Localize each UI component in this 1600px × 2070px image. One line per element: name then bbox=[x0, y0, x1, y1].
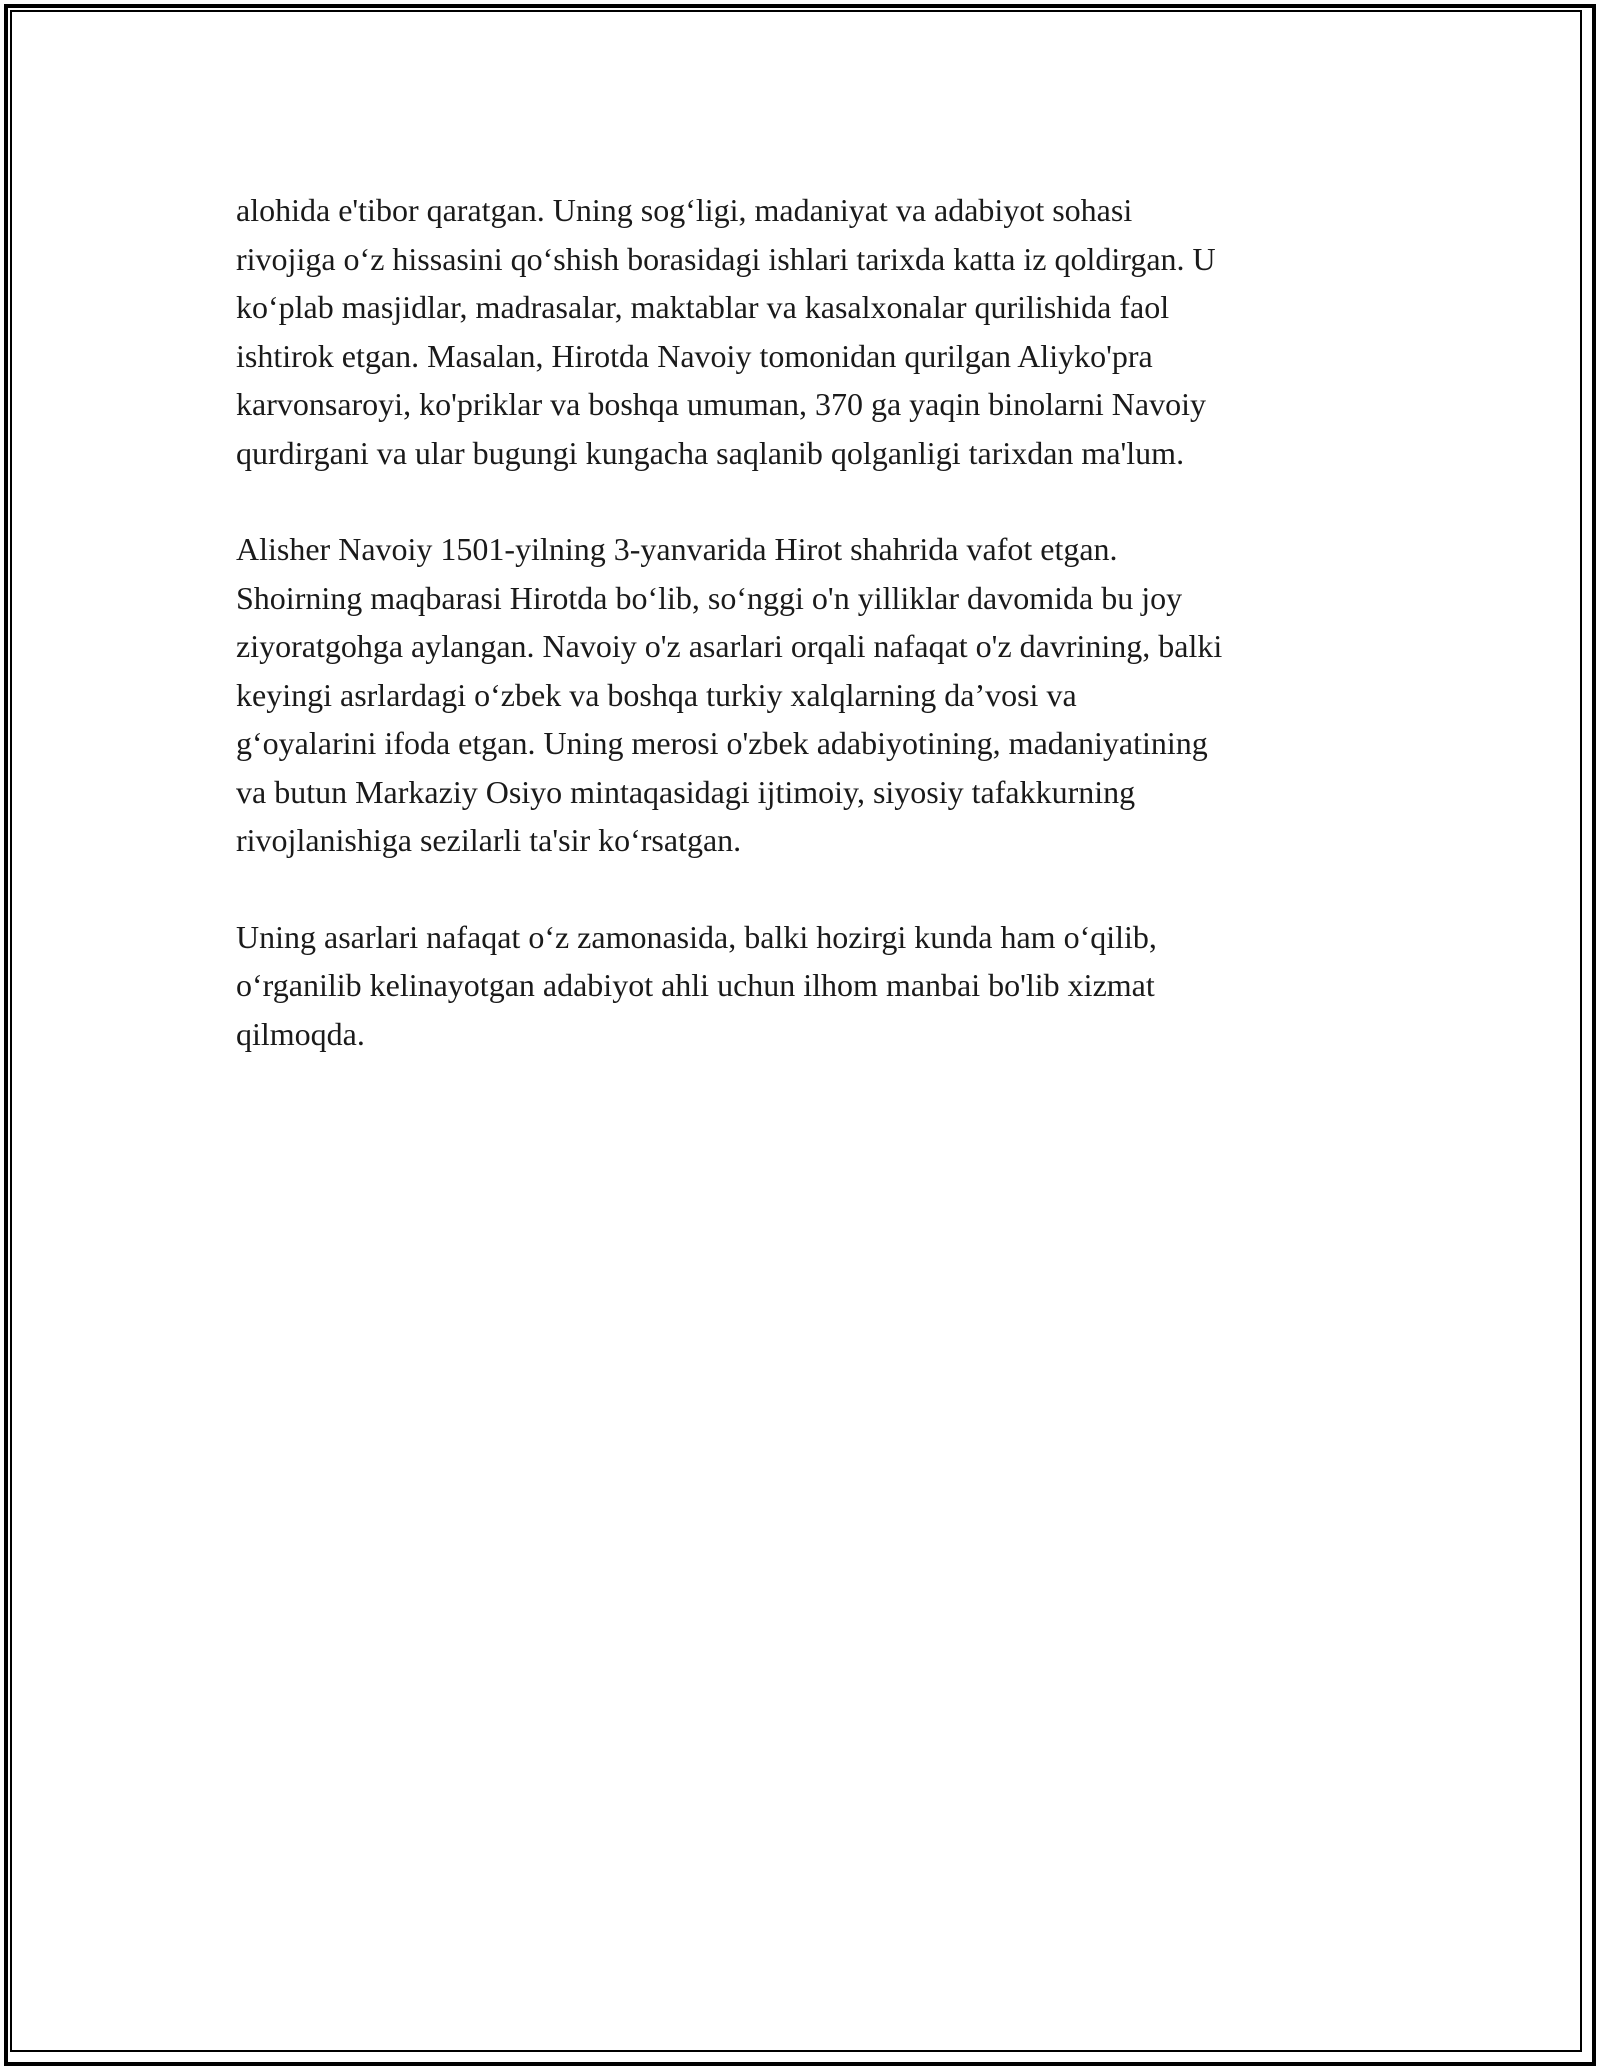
document-body bbox=[236, 186, 1396, 1106]
text-line: o‘rganilib kelinayotgan adabiyot ahli uchun ilhom manbai bo'lib xizmat bbox=[236, 967, 1155, 1003]
text-line: Shoirning maqbarasi Hirotda bo‘lib, so‘nggi o'n yilliklar davomida bu joy bbox=[236, 579, 1183, 616]
paragraph-2 bbox=[236, 525, 1396, 865]
text-line: ko‘plab masjidlar, madrasalar, maktablar va kasalxonalar qurilishida faol bbox=[236, 289, 1170, 325]
text-line: ishtirok etgan. Masalan, Hirotda Navoiy tomonidan qurilgan Aliyko'pra bbox=[236, 337, 1153, 374]
text-line: rivojiga o‘z hissasini qo‘shish borasidagi ishlari tarixda katta iz qoldirgan. U bbox=[236, 240, 1216, 277]
paragraph-1 bbox=[236, 186, 1396, 477]
text-line: va butun Markaziy Osiyo mintaqasidagi ijtimoiy, siyosiy tafakkurning bbox=[236, 773, 1136, 810]
text-line: ziyoratgohga aylangan. Navoiy o'z asarlari orqali nafaqat o'z davrining, balki bbox=[236, 628, 1223, 664]
text-line: alohida e'tibor qaratgan. Uning sog‘ligi, madaniyat va adabiyot sohasi bbox=[236, 192, 1133, 228]
text-line: karvonsaroyi, ko'priklar va boshqa umuman, 370 ga yaqin binolarni Navoiy bbox=[236, 386, 1206, 422]
text-line: rivojlanishiga sezilarli ta'sir ko‘rsatgan. bbox=[236, 822, 742, 858]
text-line: qilmoqda. bbox=[236, 1015, 365, 1052]
text-line: qurdirgani va ular bugungi kungacha saqlanib qolganligi tarixdan ma'lum. bbox=[236, 434, 1185, 471]
text-line: Alisher Navoiy 1501-yilning 3-yanvarida Hirot shahrida vafot etgan. bbox=[236, 531, 1118, 567]
text-line: g‘oyalarini ifoda etgan. Uning merosi o'zbek adabiyotining, madaniyatining bbox=[236, 725, 1208, 761]
text-line: keyingi asrlardagi o‘zbek va boshqa turkiy xalqlarning da’vosi va bbox=[236, 676, 1077, 713]
paragraph-3 bbox=[236, 913, 1396, 1059]
text-line: Uning asarlari nafaqat o‘z zamonasida, balki hozirgi kunda ham o‘qilib, bbox=[236, 918, 1157, 955]
